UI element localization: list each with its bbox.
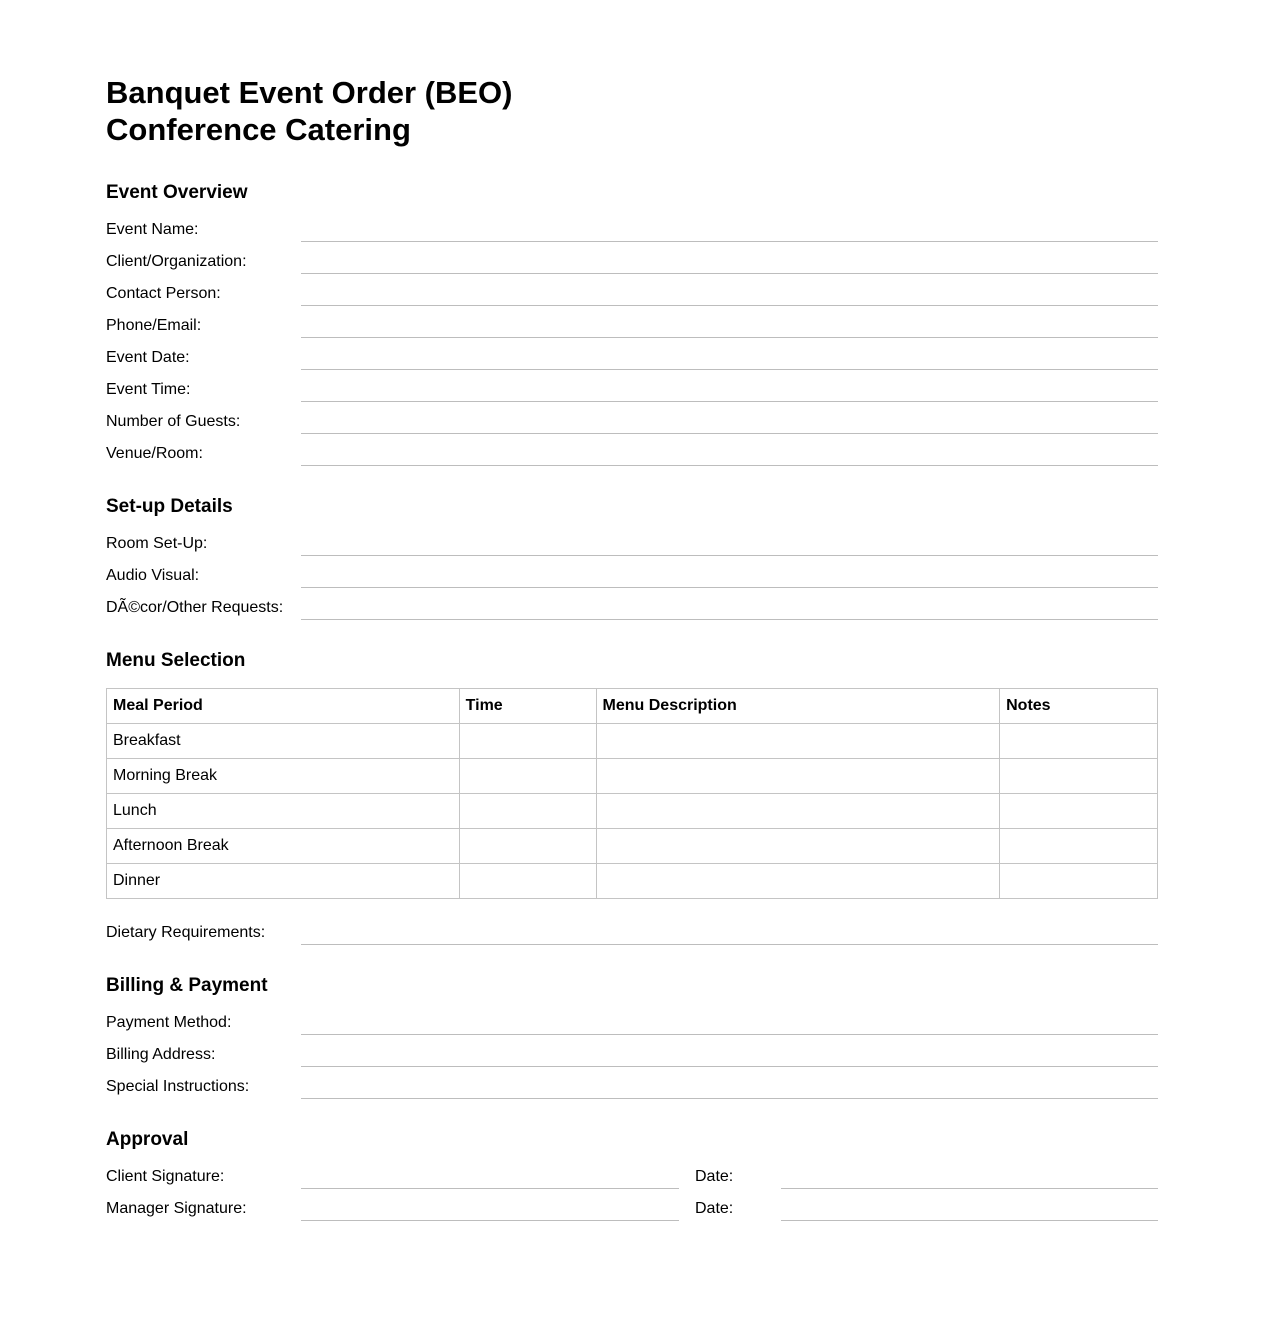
time-cell[interactable]: [459, 724, 596, 759]
notes-cell[interactable]: [1000, 794, 1158, 829]
table-row: [107, 864, 1158, 899]
table-row: [107, 794, 1158, 829]
input-line[interactable]: [301, 555, 1158, 556]
field-label: Event Time:: [106, 381, 191, 398]
field-label: Phone/Email:: [106, 317, 202, 334]
input-line[interactable]: [301, 587, 1158, 588]
input-line[interactable]: [301, 337, 1158, 338]
field-label: Special Instructions:: [106, 1078, 250, 1095]
field-label: Event Date:: [106, 349, 190, 366]
section-heading-event-overview: Event Overview: [106, 182, 248, 203]
input-line[interactable]: [301, 273, 1158, 274]
input-line[interactable]: [301, 465, 1158, 466]
field-event-name[interactable]: [106, 220, 1158, 252]
notes-cell[interactable]: [1000, 759, 1158, 794]
table-row: [107, 829, 1158, 864]
field-special-instructions[interactable]: [106, 1077, 1158, 1109]
field-label: Number of Guests:: [106, 413, 241, 430]
menu-description-cell[interactable]: [596, 829, 1000, 864]
title-line-1: Banquet Event Order (BEO): [106, 75, 513, 110]
field-label: Client/Organization:: [106, 253, 247, 270]
notes-cell[interactable]: [1000, 864, 1158, 899]
field-label: Dietary Requirements:: [106, 924, 266, 941]
menu-description-cell[interactable]: [596, 794, 1000, 829]
field-contact-person[interactable]: [106, 284, 1158, 316]
field-label: DÃ©cor/Other Requests:: [106, 599, 284, 616]
field-room-setup[interactable]: [106, 534, 1158, 566]
input-line[interactable]: [301, 619, 1158, 620]
field-label: Contact Person:: [106, 285, 221, 302]
field-dietary-requirements[interactable]: [106, 923, 1158, 955]
notes-cell[interactable]: [1000, 829, 1158, 864]
meal-period-cell: Lunch: [107, 794, 460, 829]
time-cell[interactable]: [459, 759, 596, 794]
table-row: [107, 724, 1158, 759]
client-signature-row: [106, 1167, 1158, 1199]
meal-period-cell: Morning Break: [107, 759, 460, 794]
table-header-row: [107, 689, 1158, 724]
title-line-2: Conference Catering: [106, 112, 411, 147]
field-payment-method[interactable]: [106, 1013, 1158, 1045]
section-heading-setup-details: Set-up Details: [106, 496, 233, 517]
input-line[interactable]: [301, 369, 1158, 370]
menu-table: [106, 688, 1158, 899]
field-phone-email[interactable]: [106, 316, 1158, 348]
section-heading-approval: Approval: [106, 1129, 189, 1150]
manager-signature-line[interactable]: [301, 1220, 679, 1221]
input-line[interactable]: [301, 1098, 1158, 1099]
manager-signature-label: Manager Signature:: [106, 1200, 247, 1217]
field-label: Event Name:: [106, 221, 199, 238]
input-line[interactable]: [301, 1066, 1158, 1067]
meal-period-cell: Dinner: [107, 864, 460, 899]
field-event-time[interactable]: [106, 380, 1158, 412]
field-number-of-guests[interactable]: [106, 412, 1158, 444]
field-client-organization[interactable]: [106, 252, 1158, 284]
field-label: Venue/Room:: [106, 445, 203, 462]
section-heading-billing-payment: Billing & Payment: [106, 975, 268, 996]
field-event-date[interactable]: [106, 348, 1158, 380]
client-signature-label: Client Signature:: [106, 1168, 225, 1185]
field-billing-address[interactable]: [106, 1045, 1158, 1077]
column-header-time: Time: [459, 689, 596, 724]
menu-description-cell[interactable]: [596, 864, 1000, 899]
field-audio-visual[interactable]: [106, 566, 1158, 598]
input-line[interactable]: [301, 433, 1158, 434]
time-cell[interactable]: [459, 864, 596, 899]
menu-description-cell[interactable]: [596, 759, 1000, 794]
menu-description-cell[interactable]: [596, 724, 1000, 759]
field-decor-other-requests[interactable]: [106, 598, 1158, 630]
input-line[interactable]: [301, 401, 1158, 402]
input-line[interactable]: [301, 944, 1158, 945]
manager-signature-row: [106, 1199, 1158, 1231]
client-date-label: Date:: [695, 1168, 734, 1185]
column-header-notes: Notes: [1000, 689, 1158, 724]
client-signature-line[interactable]: [301, 1188, 679, 1189]
meal-period-cell: Breakfast: [107, 724, 460, 759]
input-line[interactable]: [301, 1034, 1158, 1035]
beo-form: [106, 74, 1158, 1217]
manager-date-label: Date:: [695, 1200, 734, 1217]
client-date-line[interactable]: [781, 1188, 1158, 1189]
manager-date-line[interactable]: [781, 1220, 1158, 1221]
field-label: Audio Visual:: [106, 567, 200, 584]
time-cell[interactable]: [459, 794, 596, 829]
column-header-menu-description: Menu Description: [596, 689, 1000, 724]
field-label: Payment Method:: [106, 1014, 232, 1031]
section-heading-menu-selection: Menu Selection: [106, 650, 246, 671]
input-line[interactable]: [301, 305, 1158, 306]
column-header-meal-period: Meal Period: [107, 689, 460, 724]
time-cell[interactable]: [459, 829, 596, 864]
table-row: [107, 759, 1158, 794]
field-venue-room[interactable]: [106, 444, 1158, 476]
notes-cell[interactable]: [1000, 724, 1158, 759]
input-line[interactable]: [301, 241, 1158, 242]
meal-period-cell: Afternoon Break: [107, 829, 460, 864]
document-title: [106, 74, 1158, 148]
field-label: Room Set-Up:: [106, 535, 208, 552]
field-label: Billing Address:: [106, 1046, 216, 1063]
